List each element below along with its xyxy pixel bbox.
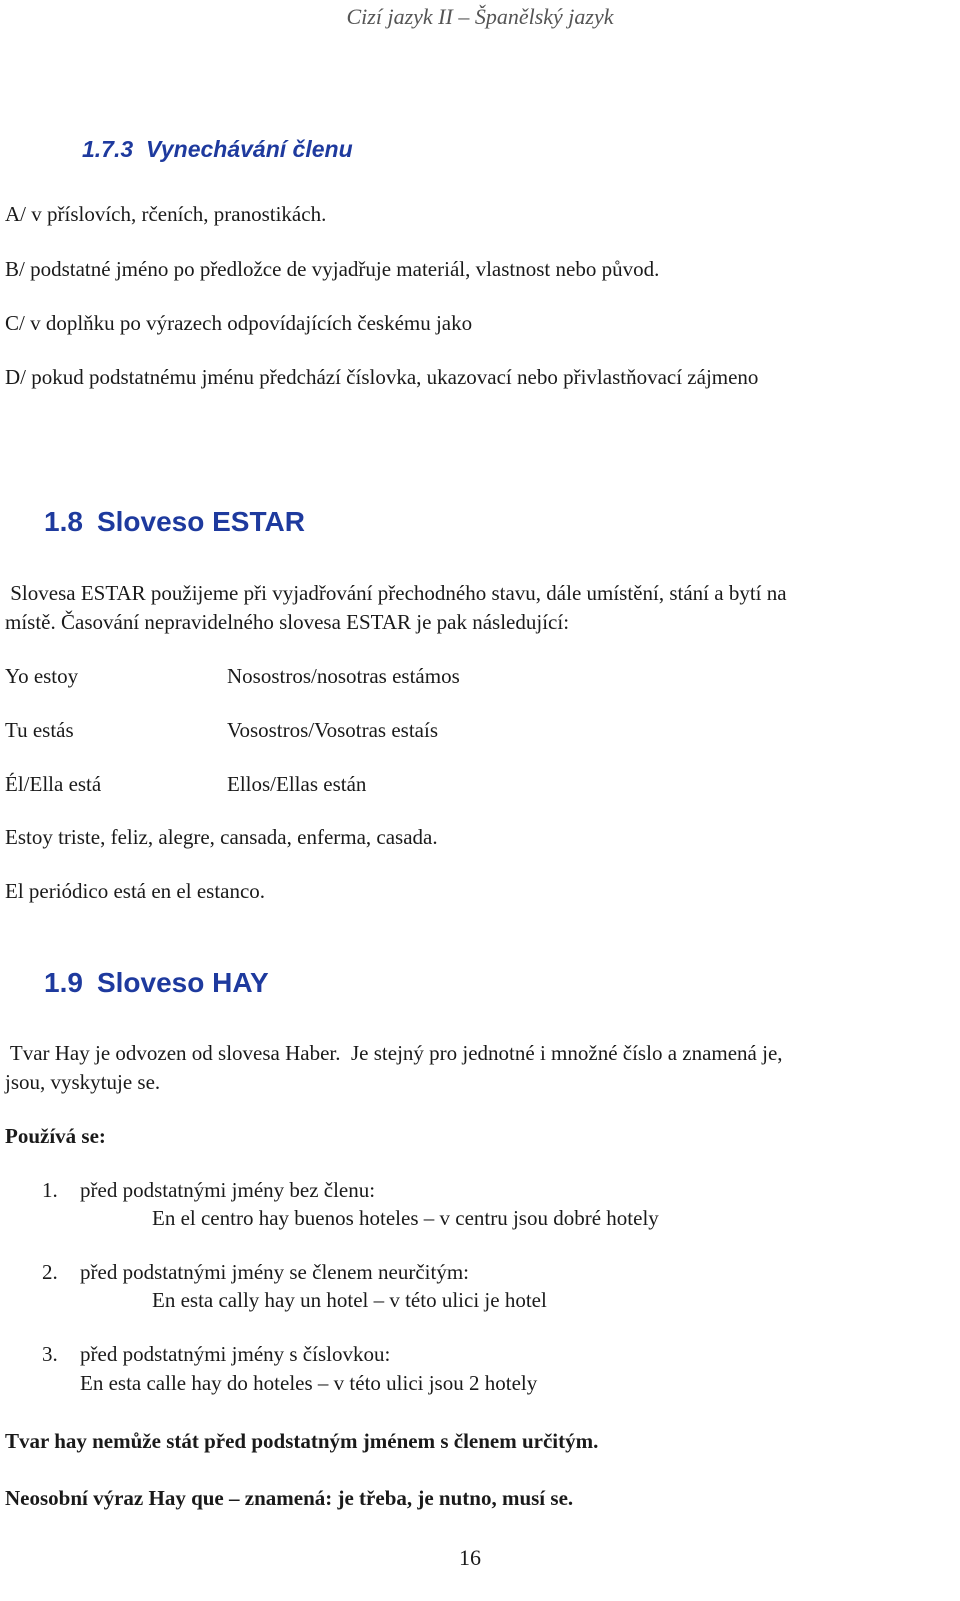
list-item-text: před podstatnými jmény s číslovkou: [80,1342,391,1366]
list-item-d: D/ pokud podstatnému jménu předchází číslovka, ukazovací nebo přivlastňovací zájmeno [5,365,759,389]
note-bold: Tvar hay nemůže stát před podstatným jménem s členem určitým. [5,1429,599,1453]
heading-number: 1.8 [44,506,83,537]
conjugation-plural-2: Vosostros/Vosotras estaís [227,718,438,742]
list-item-example: En esta cally hay un hotel – v této ulici je hotel [152,1288,547,1312]
conjugation-singular-2: Tu estás [5,718,74,742]
list-number: 3. [42,1342,58,1366]
section-heading-1-8 [44,506,305,538]
conjugation-plural-3: Ellos/Ellas están [227,772,367,796]
heading-text: Sloveso HAY [96,967,269,998]
paragraph-line: Slovesa ESTAR použijeme při vyjadřování přechodného stavu, dále umístění, stání a bytí na [5,581,787,605]
list-number: 2. [42,1260,58,1284]
paragraph-line: místě. Časování nepravidelného slovesa ESTAR je pak následující: [5,610,570,634]
page-number: 16 [459,1545,481,1570]
list-item-c: C/ v doplňku po výrazech odpovídajících českému jako [5,311,473,335]
conjugation-singular-1: Yo estoy [5,664,79,688]
list-item-text: před podstatnými jmény bez členu: [80,1178,376,1202]
uses-label: Používá se: [5,1124,106,1148]
note-bold: Neosobní výraz Hay que – znamená: je třeba, je nutno, musí se. [5,1486,574,1510]
example-sentence: El periódico está en el estanco. [5,879,266,903]
conjugation-singular-3: Él/Ella está [5,772,102,796]
example-sentence: Estoy triste, feliz, alegre, cansada, enferma, casada. [5,825,438,849]
paragraph-line: Tvar Hay je odvozen od slovesa Haber. Je stejný pro jednotné i množné číslo a znamená je, [5,1041,783,1065]
heading-text: Vynechávání členu [145,136,353,162]
paragraph-line: jsou, vyskytuje se. [5,1070,161,1094]
list-item-example: En el centro hay buenos hoteles – v centru jsou dobré hotely [152,1206,659,1230]
page-header-title: Cizí jazyk II – Španělský jazyk [346,4,614,29]
heading-text: Sloveso ESTAR [96,506,305,537]
heading-number: 1.7.3 [82,136,134,162]
section-heading-1-7-3 [82,136,353,163]
list-item-text: před podstatnými jmény se členem neurčitým: [80,1260,469,1284]
list-item-example: En esta calle hay do hoteles – v této ulici jsou 2 hotely [80,1371,538,1395]
section-heading-1-9 [44,967,269,999]
list-item-a: A/ v příslovích, rčeních, pranostikách. [5,202,327,226]
list-item-b: B/ podstatné jméno po předložce de vyjadřuje materiál, vlastnost nebo původ. [5,257,660,281]
heading-number: 1.9 [44,967,83,998]
conjugation-plural-1: Nosostros/nosotras estámos [227,664,460,688]
list-number: 1. [42,1178,58,1202]
